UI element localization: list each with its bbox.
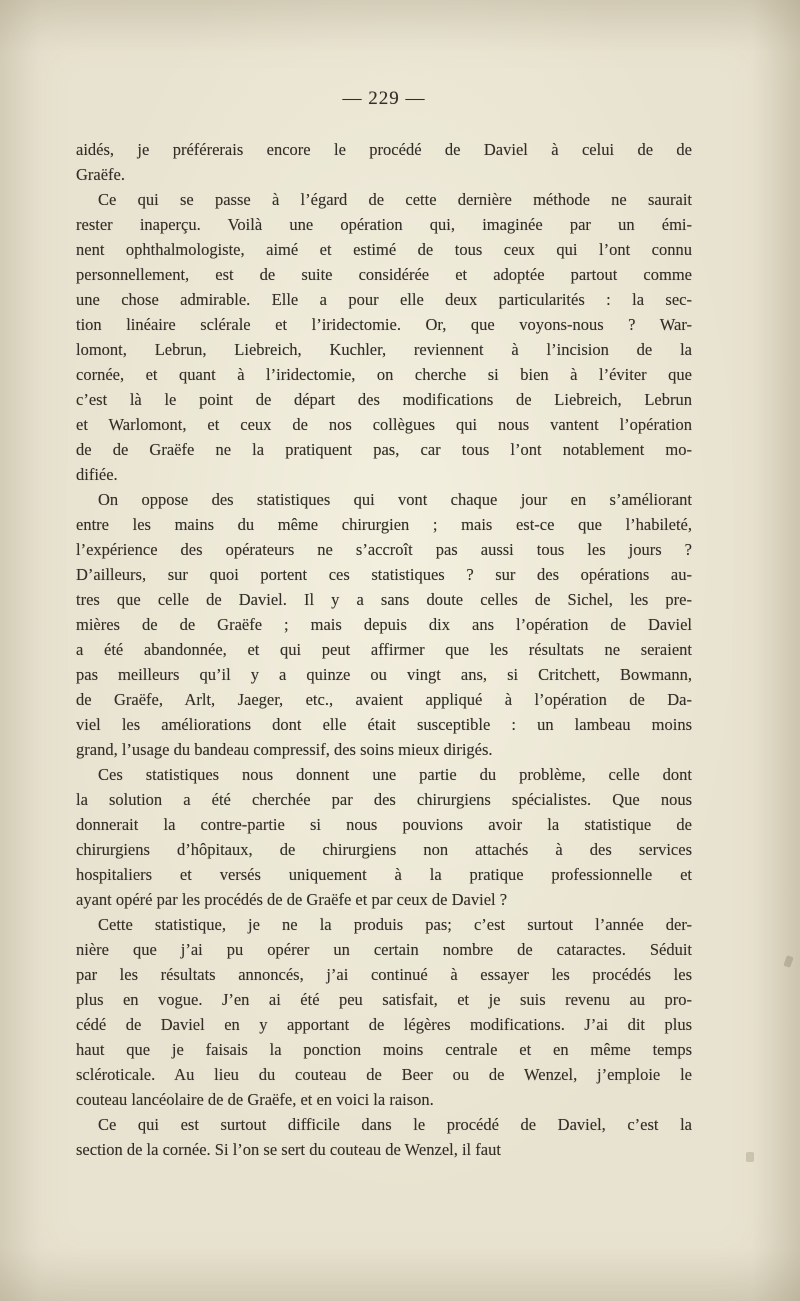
text-line: haut que je faisais la ponction moins centrale et en même temps bbox=[76, 1040, 692, 1059]
text-line: de Graëfe, Arlt, Jaeger, etc., avaient appliqué à l’opération de Da- bbox=[76, 690, 692, 709]
scan-artifact bbox=[783, 955, 793, 968]
text-line: nière que j’ai pu opérer un certain nombre de cataractes. Séduit bbox=[76, 940, 692, 959]
text-line: par les résultats annoncés, j’ai continué à essayer les procédés les bbox=[76, 965, 692, 984]
text-line: cédé de Daviel en y apportant de légères modifications. J’ai dit plus bbox=[76, 1015, 692, 1034]
paragraph bbox=[76, 137, 692, 187]
text-line: c’est là le point de départ des modifications de Liebreich, Lebrun bbox=[76, 390, 692, 409]
text-line: de de Graëfe ne la pratiquent pas, car tous l’ont notablement mo- bbox=[76, 440, 692, 459]
text-line: chirurgiens d’hôpitaux, de chirurgiens non attachés à des services bbox=[76, 840, 692, 859]
text-line: tion linéaire sclérale et l’iridectomie. Or, que voyons-nous ? War- bbox=[76, 315, 692, 334]
text-line: difiée. bbox=[76, 465, 118, 484]
paragraph bbox=[76, 912, 692, 1112]
text-line: viel les améliorations dont elle était susceptible : un lambeau moins bbox=[76, 715, 692, 734]
text-line: la solution a été cherchée par des chirurgiens spécialistes. Que nous bbox=[76, 790, 692, 809]
paragraph bbox=[76, 187, 692, 487]
text-line: scléroticale. Au lieu du couteau de Beer ou de Wenzel, j’emploie le bbox=[76, 1065, 692, 1084]
text-line: tres que celle de Daviel. Il y a sans doute celles de Sichel, les pre- bbox=[76, 590, 692, 609]
text-line: Ce qui est surtout difficile dans le procédé de Daviel, c’est la bbox=[98, 1115, 692, 1134]
page-text bbox=[76, 137, 692, 1162]
text-line: D’ailleurs, sur quoi portent ces statistiques ? sur des opérations au- bbox=[76, 565, 692, 584]
text-line: aidés, je préférerais encore le procédé de Daviel à celui de de bbox=[76, 140, 692, 159]
text-line: Cette statistique, je ne la produis pas; c’est surtout l’année der- bbox=[98, 915, 692, 934]
text-line: l’expérience des opérateurs ne s’accroît pas aussi tous les jours ? bbox=[76, 540, 692, 559]
text-line: ayant opéré par les procédés de de Graëfe et par ceux de Daviel ? bbox=[76, 890, 508, 909]
text-line: donnerait la contre-partie si nous pouvions avoir la statistique de bbox=[76, 815, 692, 834]
text-line: grand, l’usage du bandeau compressif, des soins mieux dirigés. bbox=[76, 740, 493, 759]
text-line: Ces statistiques nous donnent une partie du problème, celle dont bbox=[98, 765, 692, 784]
text-line: Graëfe. bbox=[76, 165, 126, 184]
text-line: rester inaperçu. Voilà une opération qui, imaginée par un émi- bbox=[76, 215, 692, 234]
text-line: une chose admirable. Elle a pour elle deux particularités : la sec- bbox=[76, 290, 692, 309]
paragraph bbox=[76, 487, 692, 762]
text-line: pas meilleurs qu’il y a quinze ou vingt ans, si Critchett, Bowmann, bbox=[76, 665, 692, 684]
text-line: section de la cornée. Si l’on se sert du couteau de Wenzel, il faut bbox=[76, 1140, 501, 1159]
text-line: a été abandonnée, et qui peut affirmer que les résultats ne seraient bbox=[76, 640, 692, 659]
text-line: entre les mains du même chirurgien ; mais est-ce que l’habileté, bbox=[76, 515, 692, 534]
text-line: couteau lancéolaire de de Graëfe, et en voici la raison. bbox=[76, 1090, 434, 1109]
text-line: Ce qui se passe à l’égard de cette dernière méthode ne saurait bbox=[98, 190, 692, 209]
paragraph bbox=[76, 1112, 692, 1162]
text-line: nent ophthalmologiste, aimé et estimé de tous ceux qui l’ont connu bbox=[76, 240, 692, 259]
text-line: personnellement, est de suite considérée et adoptée partout comme bbox=[76, 265, 692, 284]
text-line: et Warlomont, et ceux de nos collègues qui nous vantent l’opération bbox=[76, 415, 692, 434]
text-line: plus en vogue. J’en ai été peu satisfait, et je suis revenu au pro- bbox=[76, 990, 692, 1009]
text-line: hospitaliers et versés uniquement à la pratique professionnelle et bbox=[76, 865, 692, 884]
scan-artifact bbox=[746, 1152, 754, 1162]
text-line: On oppose des statistiques qui vont chaque jour en s’améliorant bbox=[98, 490, 692, 509]
text-line: cornée, et quant à l’iridectomie, on cherche si bien à l’éviter que bbox=[76, 365, 692, 384]
text-line: mières de de Graëfe ; mais depuis dix ans l’opération de Daviel bbox=[76, 615, 692, 634]
paragraph bbox=[76, 762, 692, 912]
text-line: lomont, Lebrun, Liebreich, Kuchler, reviennent à l’incision de la bbox=[76, 340, 692, 359]
page-number: — 229 — bbox=[342, 88, 426, 109]
